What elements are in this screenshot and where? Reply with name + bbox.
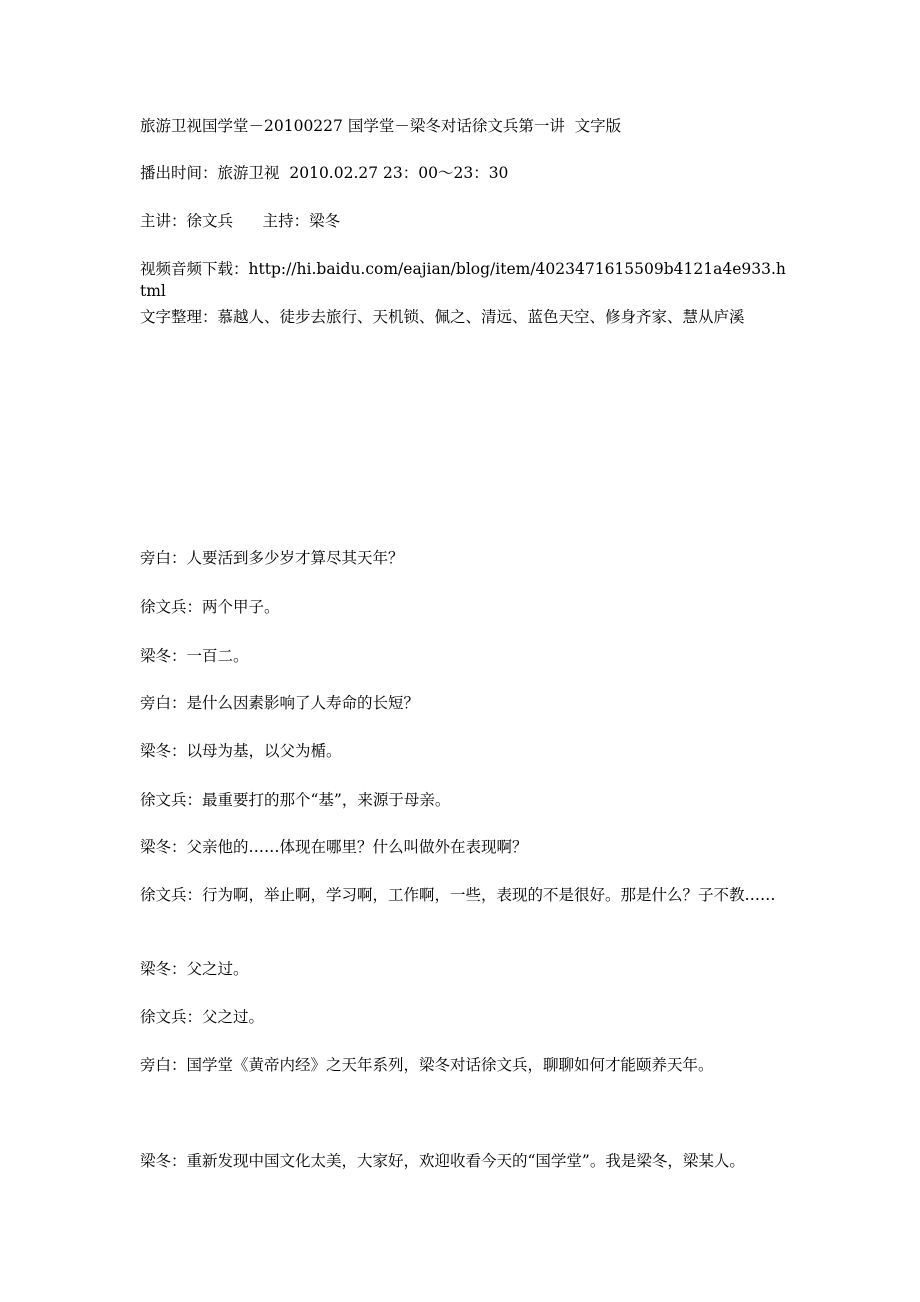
- dialogue-line: 旁白：国学堂《黄帝内经》之天年系列，梁冬对话徐文兵，聊聊如何才能颐养天年。: [140, 1056, 714, 1074]
- dialogue-line: 旁白：人要活到多少岁才算尽其天年？: [140, 549, 404, 567]
- broadcast-time: 播出时间：旅游卫视 2010.02.27 23：00～23：30: [140, 164, 509, 182]
- dialogue-line: 旁白：是什么因素影响了人寿命的长短？: [140, 694, 420, 712]
- dialogue-line: 梁冬：父之过。: [140, 960, 249, 978]
- hosts-line: 主讲：徐文兵 主持：梁冬: [140, 212, 341, 230]
- document-title: 旅游卫视国学堂－20100227 国学堂－梁冬对话徐文兵第一讲 文字版: [140, 117, 622, 135]
- transcribers-line: 文字整理：慕越人、徒步去旅行、天机锁、佩之、清远、蓝色天空、修身齐家、慧从庐溪: [140, 308, 745, 326]
- dialogue-line: 徐文兵：父之过。: [140, 1008, 265, 1026]
- dialogue-line: 梁冬：父亲他的……体现在哪里？什么叫做外在表现啊？: [140, 838, 528, 856]
- dialogue-line: 梁冬：一百二。: [140, 647, 249, 665]
- dialogue-line: 徐文兵：行为啊，举止啊，学习啊，工作啊，一些，表现的不是很好。那是什么？子不教……: [140, 886, 776, 904]
- dialogue-line: 徐文兵：最重要打的那个“基”，来源于母亲。: [140, 791, 451, 809]
- dialogue-line: 梁冬：重新发现中国文化太美，大家好，欢迎收看今天的“国学堂”。我是梁冬，梁某人。: [140, 1152, 745, 1170]
- dialogue-line: 徐文兵：两个甲子。: [140, 598, 280, 616]
- download-link[interactable]: 视频音频下载：http://hi.baidu.com/eajian/blog/item/4023471615509b4121a4e933.html: [140, 260, 786, 300]
- dialogue-line: 梁冬：以母为基，以父为楯。: [140, 742, 342, 760]
